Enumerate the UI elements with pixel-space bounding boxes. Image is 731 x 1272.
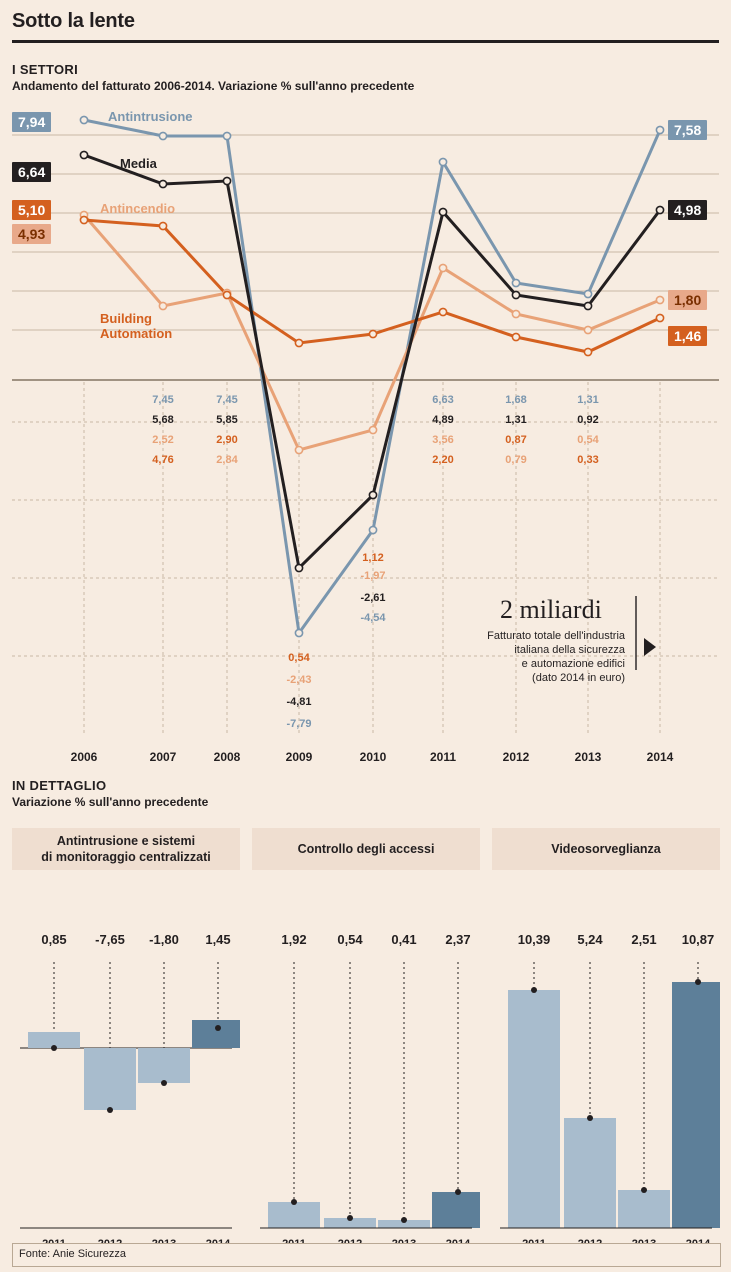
panel-chart-videosorveglianza	[492, 870, 720, 1240]
bar-2014	[432, 1192, 480, 1228]
axis-year-2014: 2014	[646, 750, 674, 764]
section-subtitle-dettaglio: Variazione % sull'anno precedente	[12, 795, 209, 809]
main-line-chart	[0, 100, 731, 764]
bar-2014	[192, 1020, 240, 1048]
value-2007-antintrusione: 7,45	[152, 394, 174, 406]
source-footer	[12, 1243, 721, 1267]
value-2012-building: 0,79	[505, 454, 527, 466]
axis-year-2009: 2009	[285, 750, 313, 764]
bar-label-2012: -7,65	[95, 932, 125, 947]
panel-title-antintrusione	[12, 828, 240, 870]
value-2009-antincendio: -2,43	[286, 674, 312, 686]
axis-year-2008: 2008	[213, 750, 241, 764]
start-box-antincendio: 5,10	[12, 200, 51, 220]
panel-body-controllo-accessi	[252, 870, 480, 1240]
value-2008-building: 2,84	[216, 454, 238, 466]
value-2010-media: -2,61	[360, 592, 386, 604]
bar-2011	[268, 1202, 320, 1228]
panel-videosorveglianza	[492, 828, 720, 1240]
series-label-building-line2: Automation	[100, 326, 173, 341]
bar-label-2012: 0,54	[337, 932, 363, 947]
section-label-settori: I SETTORI	[12, 62, 79, 77]
callout-line3: e automazione edifici	[521, 658, 625, 670]
value-2011-building: 2,20	[432, 454, 454, 466]
bar-label-2013: 2,51	[631, 932, 657, 947]
end-box-building: 1,46	[668, 326, 707, 346]
value-2011-antincendio: 3,56	[432, 434, 454, 446]
bar-label-2014: 1,45	[205, 932, 231, 947]
value-2008-antintrusione: 7,45	[216, 394, 238, 406]
axis-year-2006: 2006	[70, 750, 98, 764]
axis-year-2011: 2011	[429, 750, 457, 764]
value-2010-building: 1,12	[362, 552, 384, 564]
panel-chart-antintrusione	[12, 870, 240, 1240]
value-2008-media: 5,85	[216, 414, 238, 426]
series-label-building-line1: Building	[100, 311, 152, 326]
axis-year-2012: 2012	[502, 750, 530, 764]
value-2013-antintrusione: 1,31	[577, 394, 599, 406]
value-2007-media: 5,68	[152, 414, 174, 426]
panel-chart-controllo-accessi	[252, 870, 480, 1240]
section-label-dettaglio: IN DETTAGLIO	[12, 778, 107, 793]
bar-2012	[84, 1048, 136, 1110]
bar-label-2013: 0,41	[391, 932, 417, 947]
value-2007-antincendio: 2,52	[152, 434, 174, 446]
bar-label-2013: -1,80	[149, 932, 179, 947]
value-2013-antincendio: 0,54	[577, 434, 599, 446]
axis-year-2013: 2013	[574, 750, 602, 764]
panel-body-videosorveglianza	[492, 870, 720, 1240]
section-subtitle-settori: Andamento del fatturato 2006-2014. Variazione % sull'anno precedente	[12, 79, 415, 93]
value-2013-media: 0,92	[577, 414, 599, 426]
bar-label-2012: 5,24	[577, 932, 603, 947]
value-2012-media: 1,31	[505, 414, 527, 426]
value-2011-media: 4,89	[432, 414, 454, 426]
bar-label-2011: 1,92	[281, 932, 307, 947]
value-2009-antintrusione: -7,79	[286, 718, 312, 730]
panel-title-line2: di monitoraggio centralizzati	[41, 850, 211, 864]
title-divider	[12, 40, 719, 43]
callout-line1: Fatturato totale dell'industria	[487, 630, 625, 642]
panel-controllo-accessi	[252, 828, 480, 1240]
start-box-building: 4,93	[12, 224, 51, 244]
value-2008-antincendio: 2,90	[216, 434, 238, 446]
bar-label-2014: 2,37	[445, 932, 471, 947]
value-2009-building: 0,54	[288, 652, 310, 664]
series-label-media: Media	[120, 156, 157, 171]
bar-label-2011: 10,39	[517, 932, 551, 947]
series-label-antincendio: Antincendio	[100, 201, 176, 216]
bar-2014	[672, 982, 720, 1228]
bar-label-2011: 0,85	[41, 932, 67, 947]
axis-year-2007: 2007	[149, 750, 177, 764]
bar-2012	[564, 1118, 616, 1228]
value-2012-antincendio: 0,87	[505, 434, 527, 446]
value-2010-antintrusione: -4,54	[360, 612, 386, 624]
value-2013-building: 0,33	[577, 454, 599, 466]
callout-line2: italiana della sicurezza	[514, 644, 625, 656]
callout-line4: (dato 2014 in euro)	[532, 672, 625, 684]
panel-antintrusione	[12, 828, 240, 1240]
end-box-media: 4,98	[668, 200, 707, 220]
end-box-antintrusione: 7,58	[668, 120, 707, 140]
start-box-antintrusione: 7,94	[12, 112, 51, 132]
value-2011-antintrusione: 6,63	[432, 394, 454, 406]
source-text: Fonte: Anie Sicurezza	[19, 1248, 127, 1260]
panel-title-line1: Antintrusione e sistemi	[56, 834, 196, 848]
panel-title-controllo-accessi	[252, 828, 480, 870]
start-box-media: 6,64	[12, 162, 51, 182]
bar-2013	[138, 1048, 190, 1083]
panel-body-antintrusione	[12, 870, 240, 1240]
axis-year-2010: 2010	[359, 750, 387, 764]
value-2010-antincendio: -1,97	[360, 570, 386, 582]
bar-label-2014: 10,87	[681, 932, 715, 947]
value-2012-antintrusione: 1,68	[505, 394, 527, 406]
bar-2011	[508, 990, 560, 1228]
bar-2013	[618, 1190, 670, 1228]
end-box-antincendio: 1,80	[668, 290, 707, 310]
panel-title-line1: Videosorveglianza	[551, 842, 661, 856]
series-label-antintrusione: Antintrusione	[108, 109, 193, 124]
callout-value: 2 miliardi	[500, 595, 602, 624]
value-2009-media: -4,81	[286, 696, 312, 708]
panel-title-videosorveglianza	[492, 828, 720, 870]
value-2007-building: 4,76	[152, 454, 174, 466]
page-title: Sotto la lente	[12, 10, 135, 32]
panel-title-line1: Controllo degli accessi	[297, 842, 435, 856]
